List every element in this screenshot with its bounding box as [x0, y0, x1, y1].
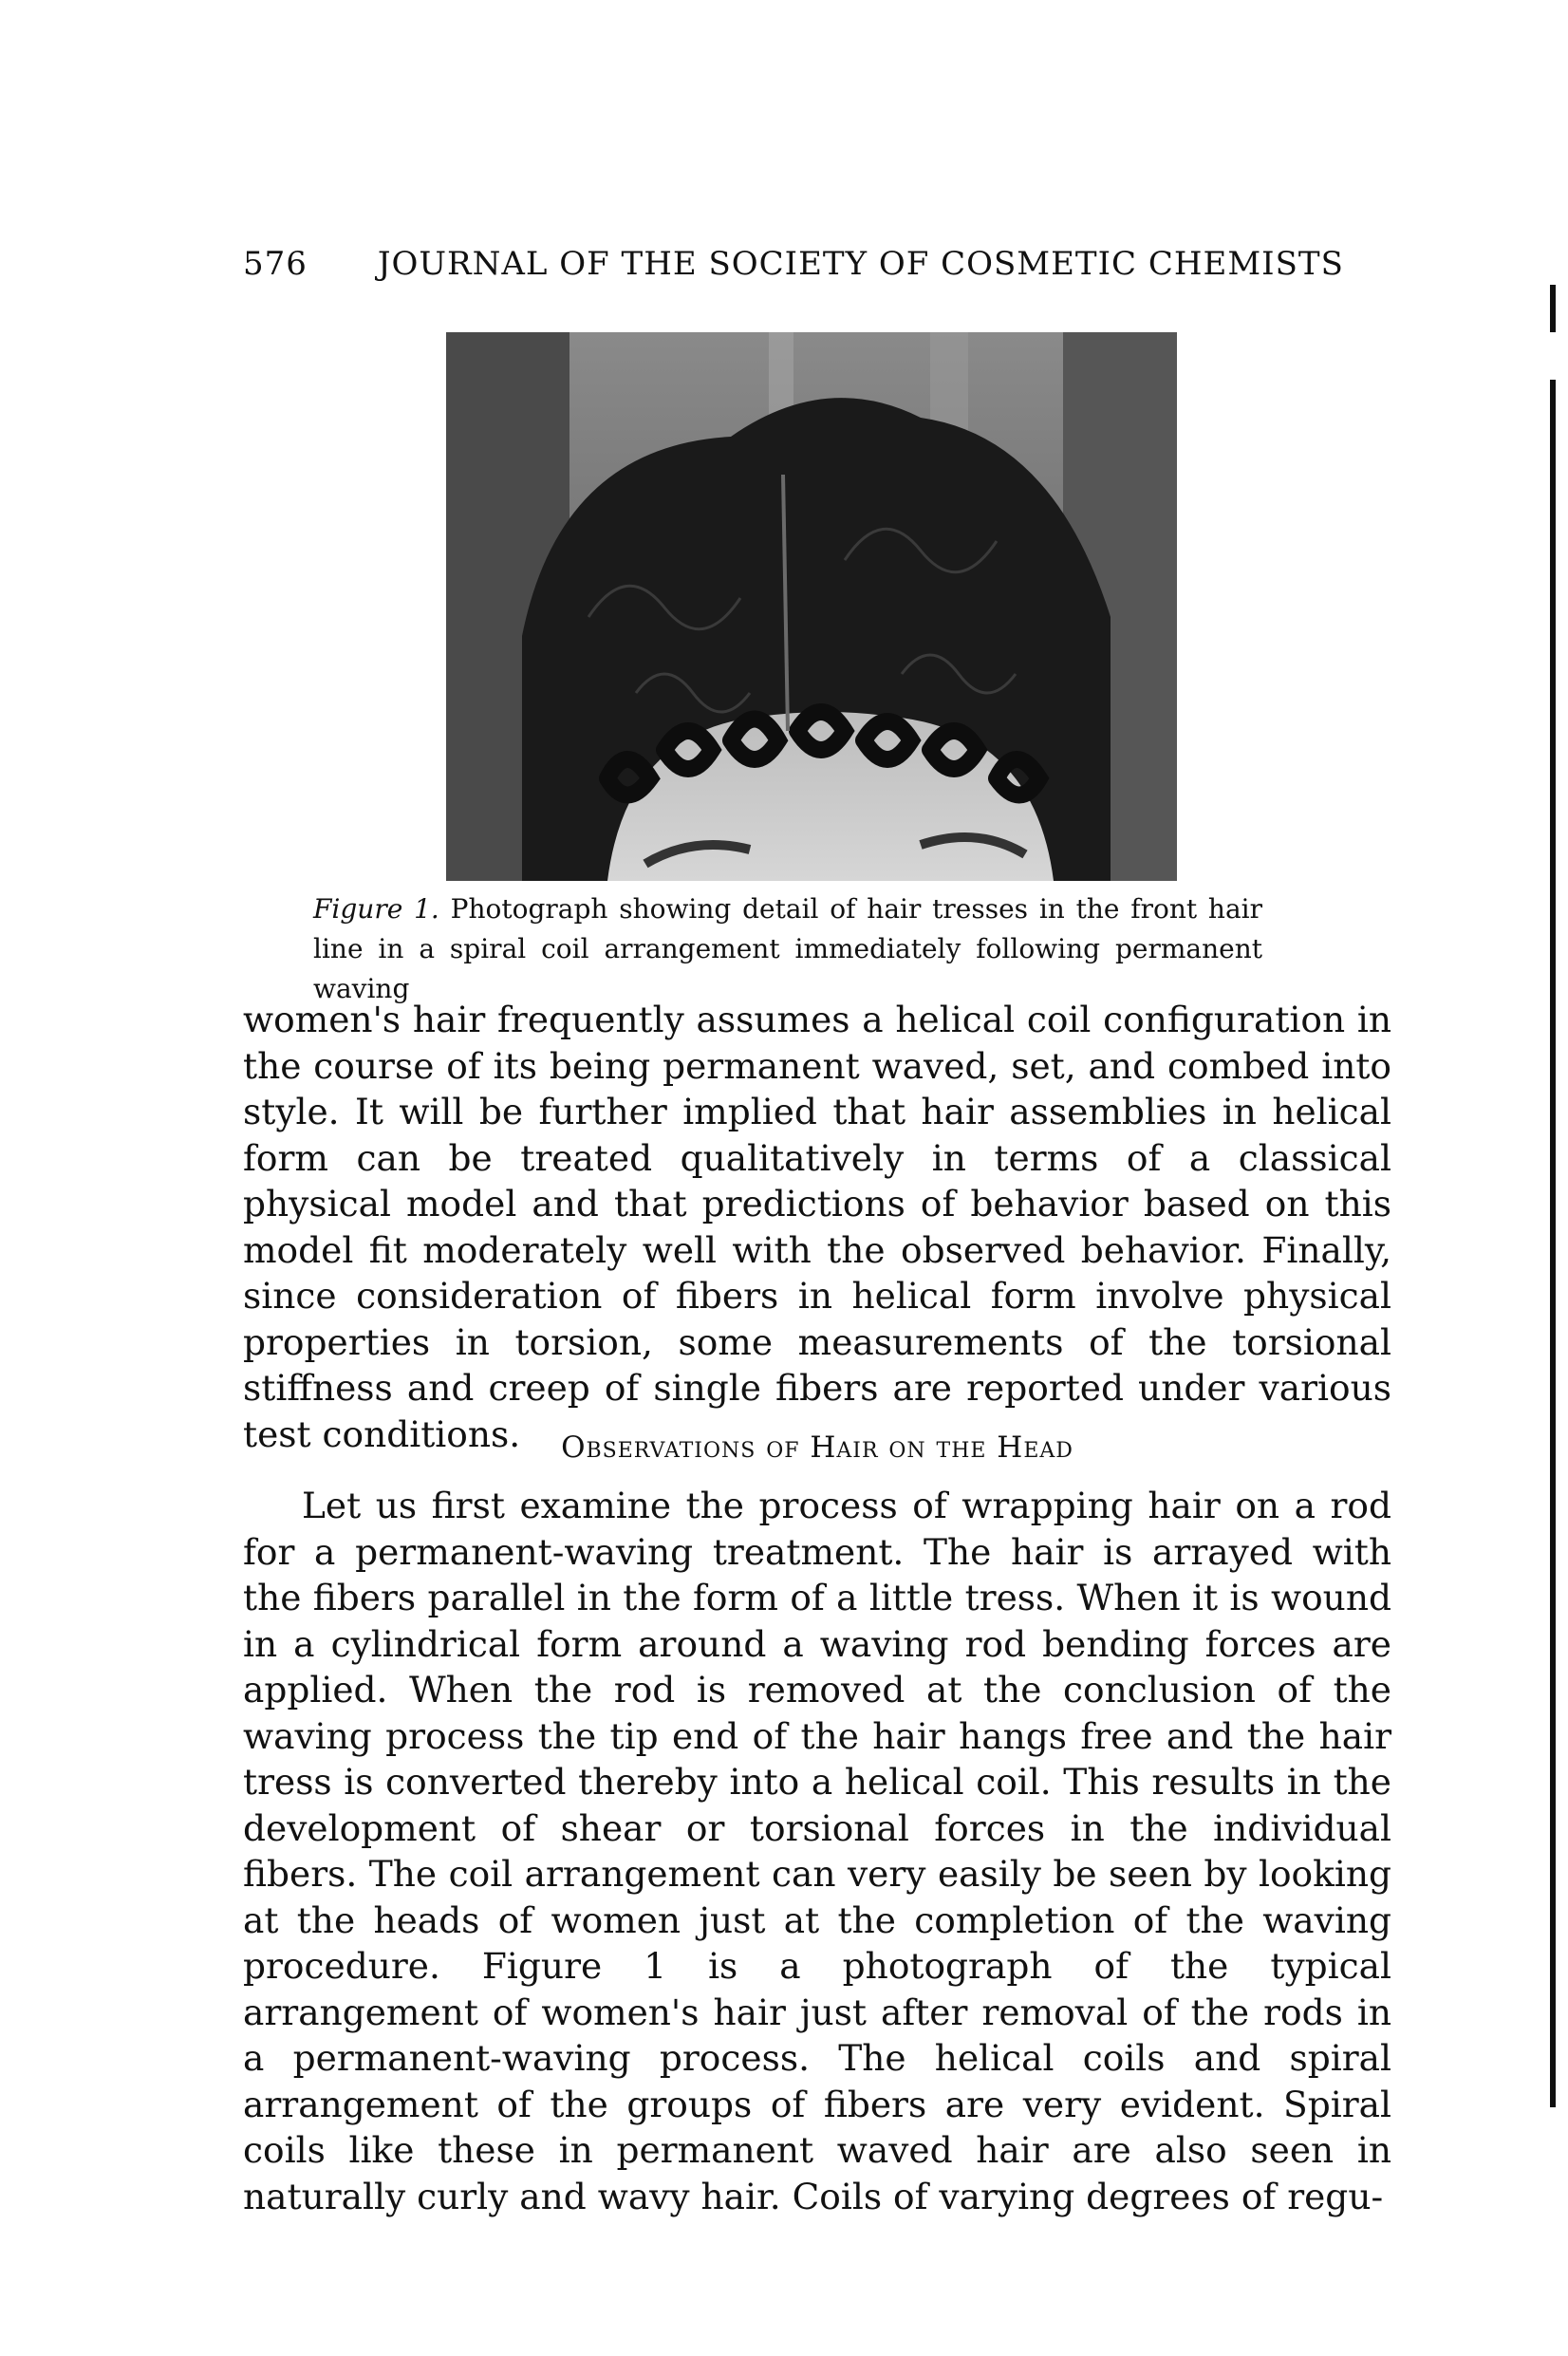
figure-caption-text: Photograph showing detail of hair tresses in the front hair line in a spiral coil arrangement immediately following permanent waving	[313, 893, 1262, 1004]
paragraph-1: women's hair frequently assumes a helical coil configuration in the course of its being permanent waved, set, and combed into style. It will be further implied that hair assemblies in helical form can be treated qualitatively in terms of a classical physical model and that predictions of behavior based on this model fit moderately well with the observed behavior. Finally, since consideration of fibers in helical form involve physical properties in torsion, some measurements of the torsional stiffness and creep of single fibers are reported under various test conditions.	[243, 999, 1391, 1455]
section-heading: Observations of Hair on the Head	[561, 1430, 1073, 1465]
scan-edge-mark	[1550, 285, 1556, 332]
paragraph-2: Let us first examine the process of wrapping hair on a rod for a permanent-waving treatment. The hair is arrayed with the fibers parallel in the form of a little tress. When it is wound in a cylindrical form around a waving rod bending forces are applied. When the rod is removed at the conclusion of the waving process the tip end of the hair hangs free and the hair tress is converted thereby into a helical coil. This results in the development of shear or torsional forces in the individual fibers. The coil arrangement can very easily be seen by looking at the heads of women just at the completion of the waving procedure. Figure 1 is a photograph of the typical arrangement of women's hair just after removal of the rods in a permanent-waving process. The helical coils and spiral arrangement of the groups of fibers are very evident. Spiral coils like these in permanent waved hair are also seen in naturally curly and wavy hair. Coils of varying degrees of regu-	[243, 1485, 1391, 2217]
page-number: 576	[243, 245, 308, 283]
figure-caption	[313, 889, 1262, 1009]
scan-edge-line	[1550, 380, 1556, 2107]
figure-1-photograph	[446, 332, 1177, 881]
hair-photograph-illustration	[446, 332, 1177, 881]
journal-title: JOURNAL OF THE SOCIETY OF COSMETIC CHEMISTS	[377, 245, 1344, 283]
running-header	[243, 245, 1344, 283]
figure-label: Figure 1.	[313, 893, 439, 925]
